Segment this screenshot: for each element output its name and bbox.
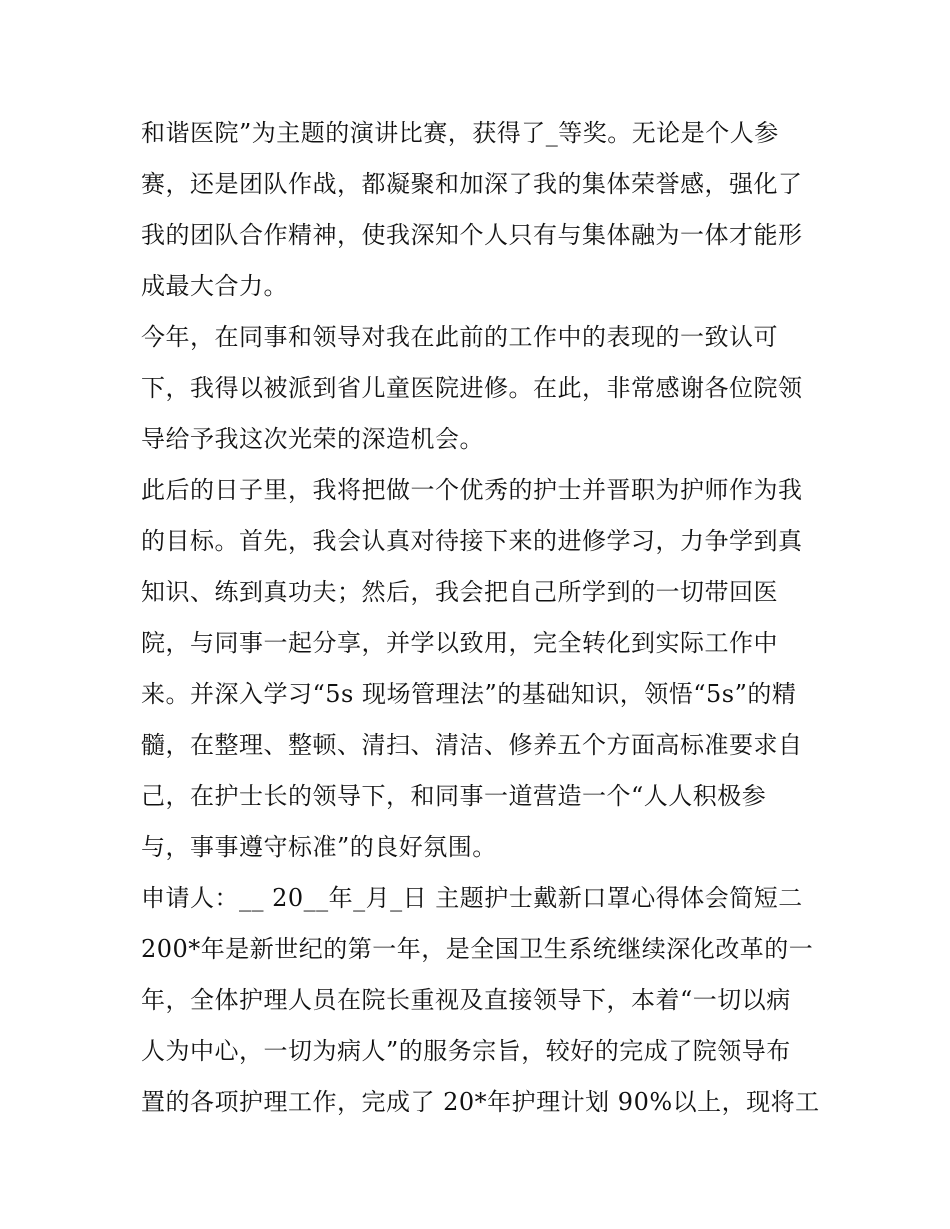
text-line: 人为中心，一切为病人”的服务宗旨，较好的完成了院领导布 xyxy=(141,1037,791,1065)
body-text xyxy=(141,108,821,1128)
text-line: 己，在护士长的领导下，和同事一道营造一个“人人积极参 xyxy=(141,782,767,810)
text-line: 我的团队合作精神，使我深知个人只有与集体融为一体才能形 xyxy=(141,221,803,249)
text-line: 成最大合力。 xyxy=(141,272,288,300)
text-line: 来。并深入学习“5s 现场管理法”的基础知识，领悟“5s”的精 xyxy=(141,680,797,708)
text-line: 下，我得以被派到省儿童医院进修。在此，非常感谢各位院领 xyxy=(141,374,803,402)
text-line: 和谐医院”为主题的演讲比赛，获得了_等奖。无论是个人参 xyxy=(141,119,779,147)
text-line: 与，事事遵守标准”的良好氛围。 xyxy=(141,833,497,861)
text-line: 髓，在整理、整顿、清扫、清洁、修养五个方面高标准要求自 xyxy=(141,731,803,759)
text-line: 知识、练到真功夫；然后，我会把自己所学到的一切带回医 xyxy=(141,578,778,606)
text-line: 的目标。首先，我会认真对待接下来的进修学习，力争学到真 xyxy=(141,527,803,555)
text-line: 导给予我这次光荣的深造机会。 xyxy=(141,425,484,453)
text-line: 申请人：__ 20__年_月_日 主题护士戴新口罩心得体会简短二 xyxy=(141,884,803,912)
text-line: 年，全体护理人员在院长重视及直接领导下，本着“一切以病 xyxy=(141,986,791,1014)
text-line: 置的各项护理工作，完成了 20*年护理计划 90%以上，现将工 xyxy=(141,1088,820,1116)
text-line: 今年，在同事和领导对我在此前的工作中的表现的一致认可 xyxy=(141,323,778,351)
text-line: 200*年是新世纪的第一年，是全国卫生系统继续深化改革的一 xyxy=(141,935,814,963)
text-line: 院，与同事一起分享，并学以致用，完全转化到实际工作中 xyxy=(141,629,778,657)
text-line: 赛，还是团队作战，都凝聚和加深了我的集体荣誉感，强化了 xyxy=(141,170,803,198)
text-line: 此后的日子里，我将把做一个优秀的护士并晋职为护师作为我 xyxy=(141,476,803,504)
